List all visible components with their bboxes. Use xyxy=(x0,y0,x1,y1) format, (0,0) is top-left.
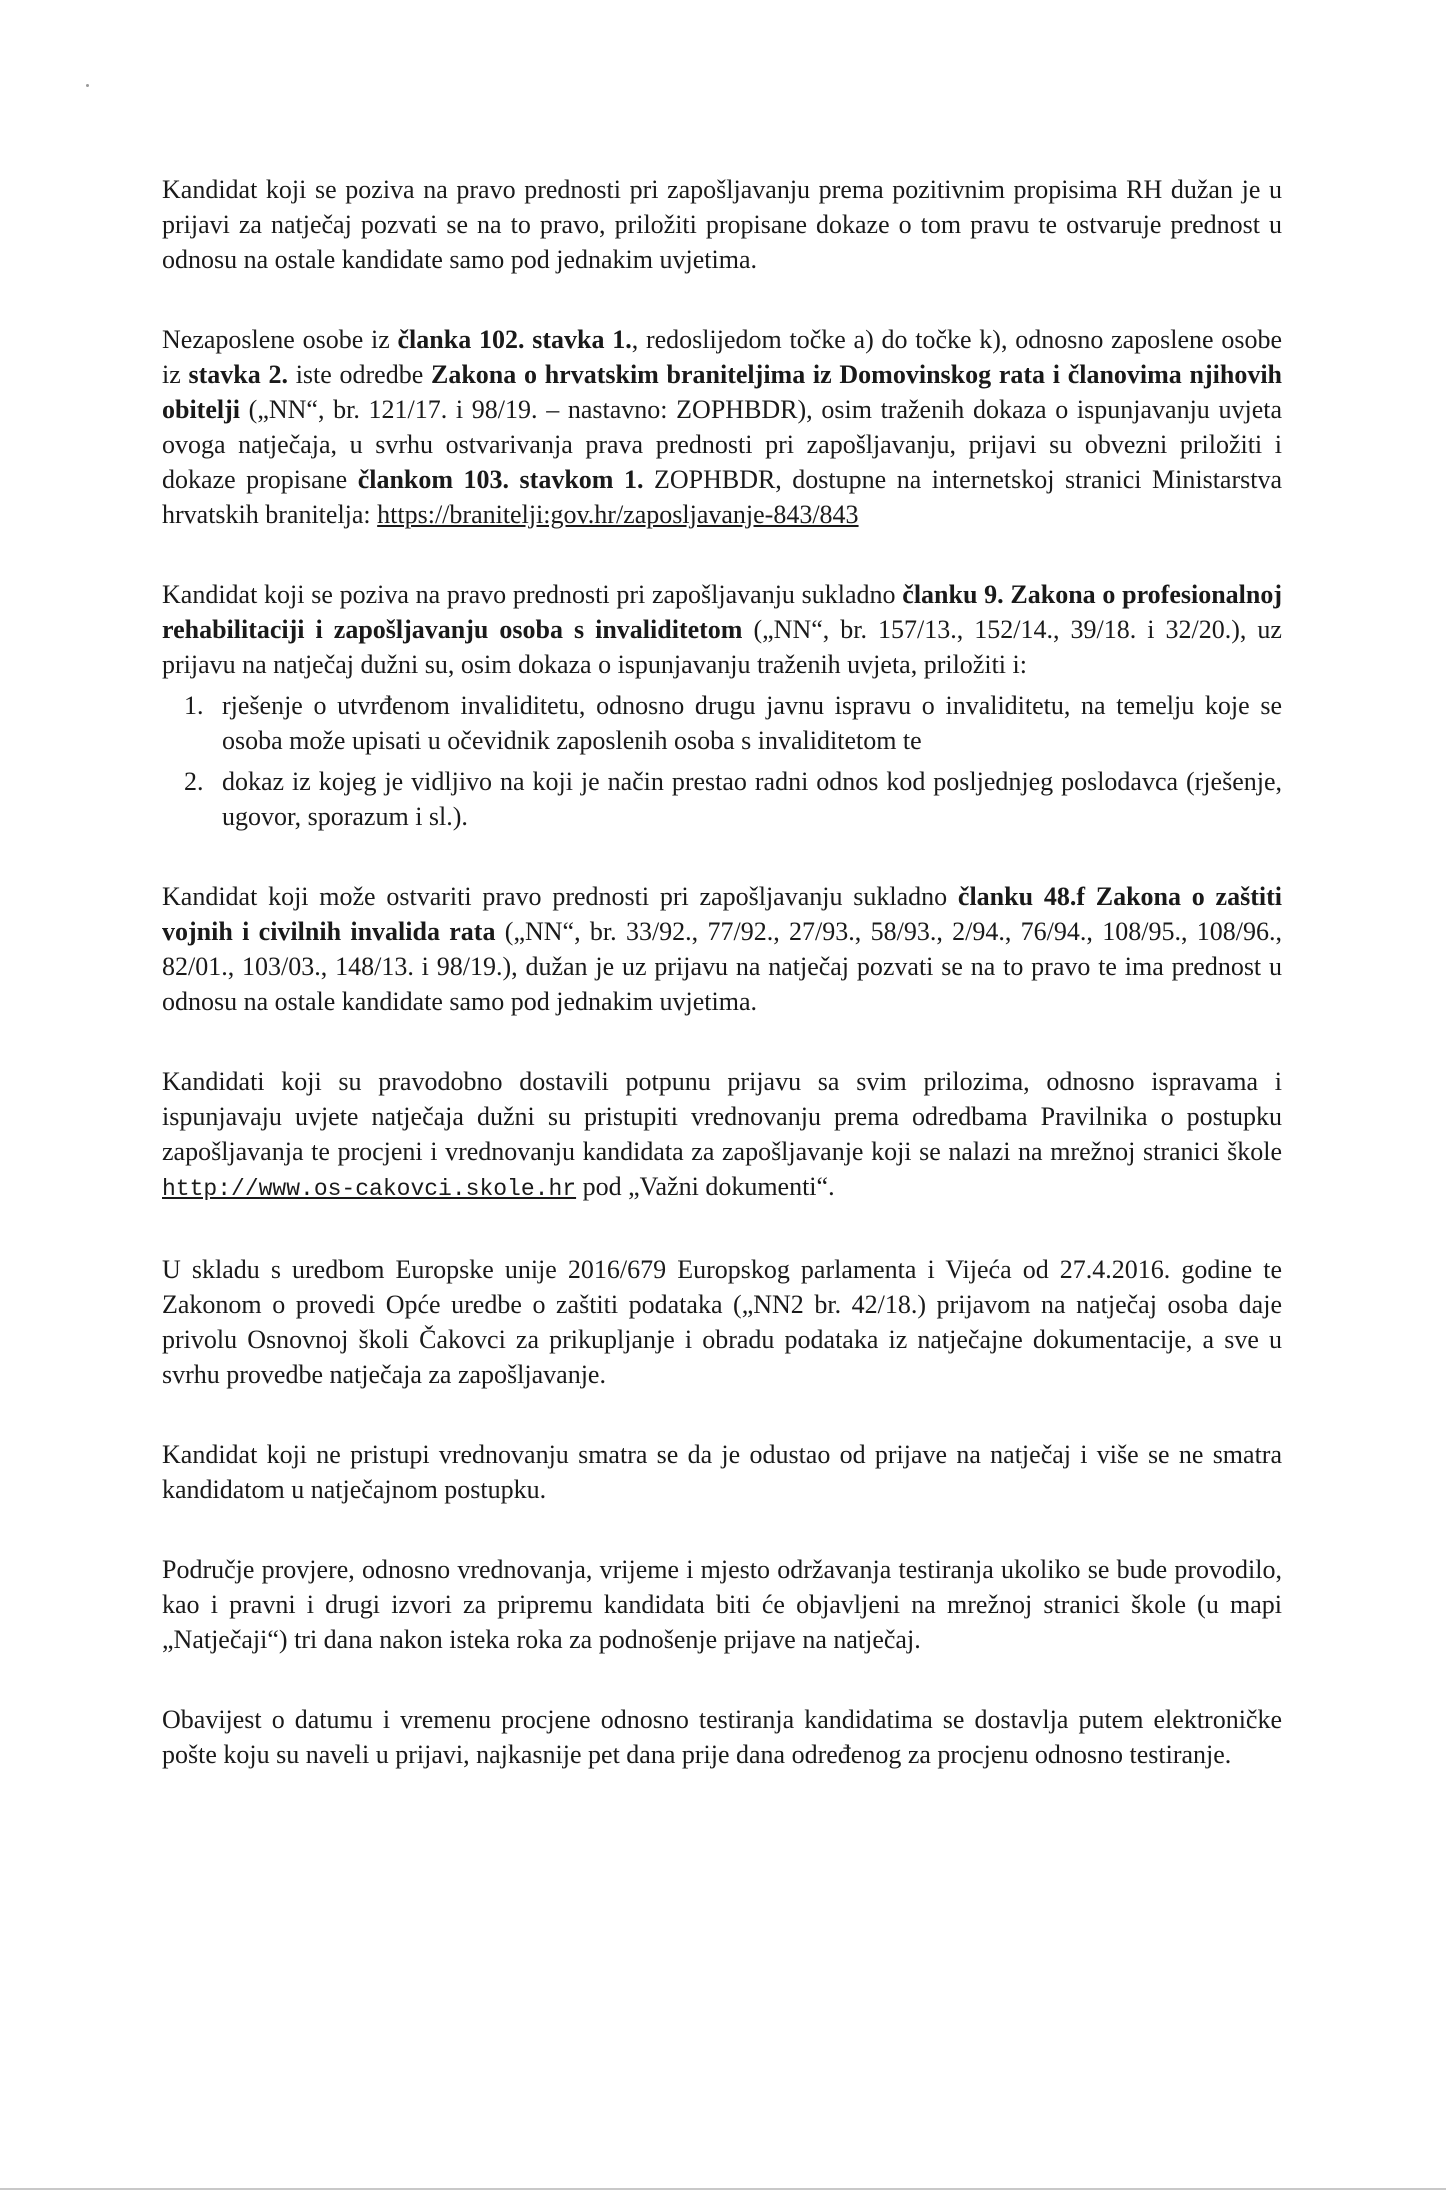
list-number: 2. xyxy=(184,767,204,796)
text-segment: („NN“, br. 33/92., 77/92., 27/93., 58/93., 2/94., 76/94., 108/95., 108/96., 82/01., 103/03., 148/13. i 98/19.), dužan je uz prijavu na natječaj pozvati se na to pravo te ima prednost u odnosu na ostale kandidate samo pod jednakim uvjetima. xyxy=(162,917,1282,1016)
paragraph-disability-law xyxy=(162,577,1282,834)
paragraph-evaluation xyxy=(162,1064,1282,1207)
paragraph-text: Kandidat koji ne pristupi vrednovanju smatra se da je odustao od prijave na natječaj i više se ne smatra kandidatom u natječajnom postupku. xyxy=(162,1440,1282,1504)
ministry-link[interactable]: https://branitelji:gov.hr/zaposljavanje-843/843 xyxy=(377,500,859,529)
scan-edge-line xyxy=(0,2188,1446,2190)
text-segment: iste odredbe xyxy=(287,360,431,389)
text-segment: ZOPHBDR, dostupne na internetskoj stranici Ministarstva hrvatskih branitelja: xyxy=(162,465,1282,529)
list-item-text: dokaz iz kojeg je vidljivo na koji je način prestao radni odnos kod posljednjeg poslodavca (rješenje, ugovor, sporazum i sl.). xyxy=(222,767,1282,831)
law-title: članku 9. Zakona o profesionalnoj rehabilitaciji i zapošljavanju osoba s invaliditetom xyxy=(162,580,1282,644)
text-segment: Nezaposlene osobe iz xyxy=(162,325,398,354)
text-segment: („NN“, br. 157/13., 152/14., 39/18. i 32/20.), uz prijavu na natječaj dužni su, osim dokaza o ispunjavanju traženih uvjeta, priložiti i: xyxy=(162,615,1282,679)
paragraph-war-invalids-law xyxy=(162,879,1282,1019)
list-item-text: rješenje o utvrđenom invaliditetu, odnosno drugu javnu ispravu o invaliditetu, na temelju koje se osoba može upisati u očevidnik zaposlenih osoba s invaliditetom te xyxy=(222,691,1282,755)
list-item xyxy=(162,688,1282,758)
paragraph-text: Područje provjere, odnosno vrednovanja, vrijeme i mjesto održavanja testiranja ukoliko se bude provodilo, kao i pravni i drugi izvori za pripremu kandidata biti će objavljeni na mrežnoj stranici škole (u mapi „Natječaji“) tri dana nakon isteka roka za podnošenje prijave na natječaj. xyxy=(162,1555,1282,1654)
text-segment: Kandidati koji su pravodobno dostavili potpunu prijavu sa svim prilozima, odnosno ispravama i ispunjavaju uvjete natječaja dužni su pristupiti vrednovanju prema odredbama Pravilnika o postupku zapošljavanja te procjeni i vrednovanju kandidata za zapošljavanje koji se nalazi na mrežnoj stranici škole xyxy=(162,1067,1282,1166)
paragraph-intro xyxy=(162,577,1282,682)
paragraph-withdrawal xyxy=(162,1437,1282,1507)
text-segment: , redoslijedom točke a) do točke k), odnosno zaposlene osobe iz xyxy=(162,325,1282,389)
paragraph-text: U skladu s uredbom Europske unije 2016/679 Europskog parlamenta i Vijeća od 27.4.2016. godine te Zakonom o provedi Opće uredbe o zaštiti podataka („NN2 br. 42/18.) prijavom na natječaj osoba daje privolu Osnovnoj školi Čakovci za prikupljanje i obradu podataka iz natječajne dokumentacije, a sve u svrhu provedbe natječaja za zapošljavanje. xyxy=(162,1255,1282,1389)
school-website-link[interactable]: http://www.os-cakovci.skole.hr xyxy=(162,1176,577,1202)
paragraph-gdpr xyxy=(162,1252,1282,1392)
list-number: 1. xyxy=(184,691,204,720)
text-segment: pod „Važni dokumenti“. xyxy=(576,1172,835,1201)
paragraph-text: Obavijest o datumu i vremenu procjene odnosno testiranja kandidatima se dostavlja putem elektroničke pošte koju su naveli u prijavi, najkasnije pet dana prije dana određenog za procjenu odnosno testiranje. xyxy=(162,1705,1282,1769)
text-segment: Kandidat koji može ostvariti pravo prednosti pri zapošljavanju sukladno xyxy=(162,882,958,911)
bold-segment: stavka 2. xyxy=(188,360,288,389)
text-segment: („NN“, br. 121/17. i 98/19. – nastavno: ZOPHBDR), osim traženih dokaza o ispunjavanju uvjeta ovoga natječaja, u svrhu ostvarivanja prava prednosti pri zapošljavanju, prijavi su obvezni priložiti i dokaze propisane xyxy=(162,395,1282,494)
law-title: Zakona o hrvatskim braniteljima iz Domovinskog rata i članovima njihovih obitelji xyxy=(162,360,1283,424)
paragraph-testing-area xyxy=(162,1552,1282,1657)
document-body xyxy=(162,172,1282,1817)
paragraph-notification xyxy=(162,1702,1282,1772)
text-segment: Kandidat koji se poziva na pravo prednosti pri zapošljavanju sukladno xyxy=(162,580,903,609)
paragraph-veterans-law xyxy=(162,322,1282,532)
scan-speck xyxy=(86,84,89,87)
paragraph-text: Kandidat koji se poziva na pravo prednosti pri zapošljavanju prema pozitivnim propisima RH dužan je u prijavi za natječaj pozvati se na to pravo, priložiti propisane dokaze o tom pravu te ostvaruje prednost u odnosu na ostale kandidate samo pod jednakim uvjetima. xyxy=(162,175,1282,274)
list-item xyxy=(162,764,1282,834)
law-title: članku 48.f Zakona o zaštiti vojnih i civilnih invalida rata xyxy=(162,882,1282,946)
paragraph-priority-rights xyxy=(162,172,1282,277)
bold-segment: članka 102. stavka 1. xyxy=(397,325,632,354)
required-documents-list xyxy=(162,688,1282,834)
bold-segment: člankom 103. stavkom 1. xyxy=(357,465,644,494)
